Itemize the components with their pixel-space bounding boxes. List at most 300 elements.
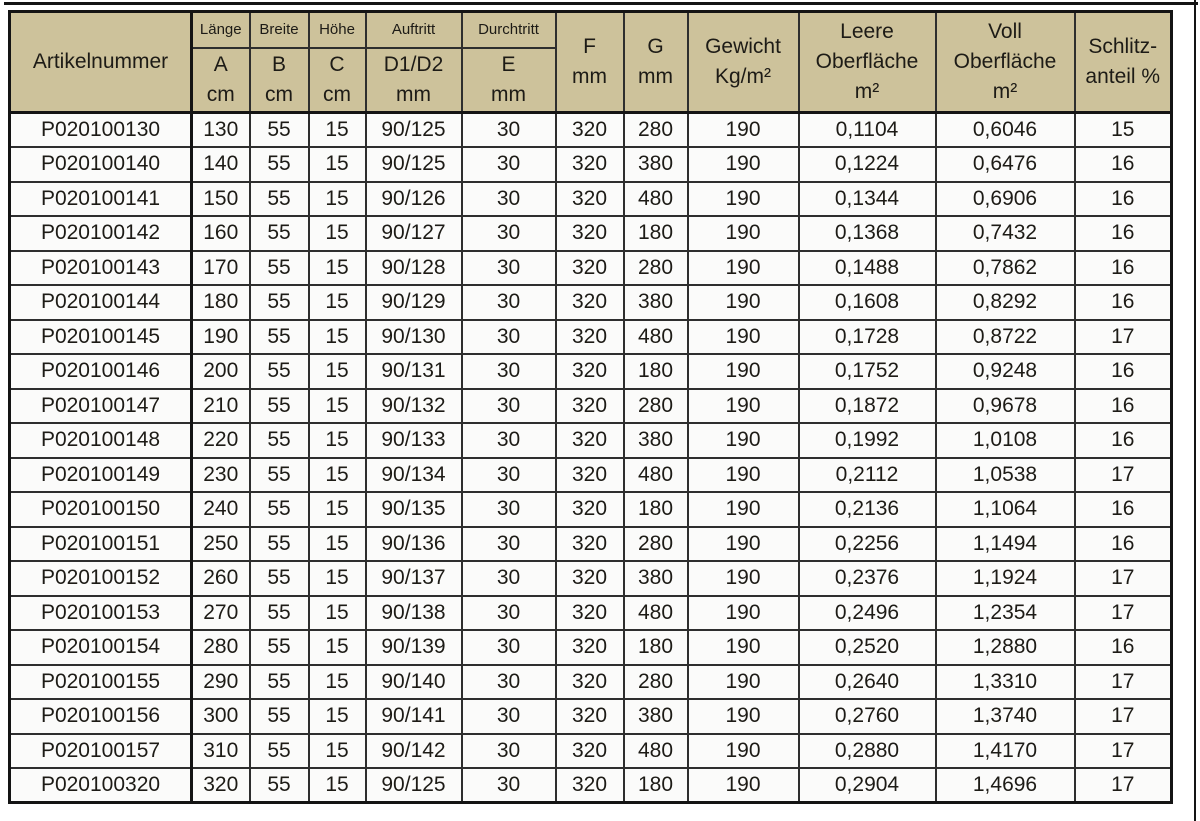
cell: P020100155 <box>10 665 192 700</box>
cell: 140 <box>192 147 250 182</box>
cell: 1,1924 <box>936 561 1075 596</box>
cell: 190 <box>688 354 799 389</box>
cell: 190 <box>688 734 799 769</box>
cell: 1,4696 <box>936 768 1075 803</box>
cell: 0,1752 <box>799 354 936 389</box>
cell: 320 <box>556 458 624 493</box>
cell: P020100144 <box>10 285 192 320</box>
cell: 190 <box>688 596 799 631</box>
cell: 30 <box>462 285 556 320</box>
cell: 320 <box>556 665 624 700</box>
cell: 30 <box>462 665 556 700</box>
cell: 310 <box>192 734 250 769</box>
cell: 380 <box>624 285 688 320</box>
cell: P020100157 <box>10 734 192 769</box>
cell: 280 <box>192 630 250 665</box>
cell: 55 <box>250 216 309 251</box>
cell: 55 <box>250 458 309 493</box>
cell: 17 <box>1075 561 1172 596</box>
cell: 320 <box>556 768 624 803</box>
cell: 90/136 <box>366 527 462 562</box>
cell: 15 <box>309 182 366 217</box>
header-line: m² <box>854 80 880 103</box>
cell: 320 <box>556 216 624 251</box>
cell: 15 <box>1075 113 1172 148</box>
header-group-label: Breite <box>251 13 308 49</box>
cell: 320 <box>556 182 624 217</box>
cell: 90/132 <box>366 389 462 424</box>
cell: 30 <box>462 768 556 803</box>
header-line: F <box>583 35 596 58</box>
header-durchtritt <box>462 12 556 113</box>
table-row <box>10 251 1172 286</box>
cell: 15 <box>309 527 366 562</box>
header-line: Leere <box>840 20 894 43</box>
cell: 17 <box>1075 768 1172 803</box>
cell: 55 <box>250 113 309 148</box>
cell: 55 <box>250 354 309 389</box>
cell: 16 <box>1075 251 1172 286</box>
cell: 0,9248 <box>936 354 1075 389</box>
header-row <box>10 12 1172 113</box>
header-artikelnummer-label: Artikelnummer <box>32 49 169 73</box>
cell: 190 <box>688 527 799 562</box>
cell: 280 <box>624 251 688 286</box>
header-gewicht <box>688 12 799 113</box>
cell: 480 <box>624 182 688 217</box>
cell: 270 <box>192 596 250 631</box>
header-leere-oberflaeche <box>799 12 936 113</box>
cell: 15 <box>309 734 366 769</box>
cell: 0,1104 <box>799 113 936 148</box>
table-header <box>10 12 1172 113</box>
cell: 17 <box>1075 699 1172 734</box>
cell: 150 <box>192 182 250 217</box>
cell: 190 <box>688 216 799 251</box>
cell: P020100143 <box>10 251 192 286</box>
header-symbol: C <box>329 53 345 76</box>
cell: 15 <box>309 216 366 251</box>
header-f <box>556 12 624 113</box>
cell: 55 <box>250 182 309 217</box>
cell: P020100146 <box>10 354 192 389</box>
cell: P020100154 <box>10 630 192 665</box>
cell: 190 <box>688 630 799 665</box>
cell: 17 <box>1075 665 1172 700</box>
cell: 15 <box>309 768 366 803</box>
cell: 15 <box>309 630 366 665</box>
cell: 320 <box>556 113 624 148</box>
cell: 0,2136 <box>799 492 936 527</box>
cell: 30 <box>462 561 556 596</box>
cell: 17 <box>1075 458 1172 493</box>
cell: 90/126 <box>366 182 462 217</box>
table-row <box>10 596 1172 631</box>
cell: 280 <box>624 113 688 148</box>
cell: 15 <box>309 561 366 596</box>
table-row <box>10 320 1172 355</box>
header-group-label: Länge <box>193 13 249 49</box>
cell: 0,2520 <box>799 630 936 665</box>
page-right-rule <box>1194 0 1196 821</box>
cell: 30 <box>462 734 556 769</box>
table-row <box>10 458 1172 493</box>
header-line: anteil % <box>1085 65 1161 88</box>
cell: 1,1064 <box>936 492 1075 527</box>
cell: 55 <box>250 492 309 527</box>
cell: 90/135 <box>366 492 462 527</box>
cell: 15 <box>309 699 366 734</box>
cell: 210 <box>192 389 250 424</box>
header-unit: cm <box>206 83 235 106</box>
table-row <box>10 527 1172 562</box>
cell: 55 <box>250 561 309 596</box>
cell: 0,2376 <box>799 561 936 596</box>
cell: 15 <box>309 492 366 527</box>
cell: 1,3310 <box>936 665 1075 700</box>
cell: 90/138 <box>366 596 462 631</box>
cell: 90/127 <box>366 216 462 251</box>
cell: 190 <box>688 147 799 182</box>
cell: 320 <box>556 251 624 286</box>
cell: 320 <box>556 320 624 355</box>
cell: 0,1608 <box>799 285 936 320</box>
cell: 1,0538 <box>936 458 1075 493</box>
cell: P020100147 <box>10 389 192 424</box>
cell: 30 <box>462 182 556 217</box>
cell: 170 <box>192 251 250 286</box>
cell: 15 <box>309 423 366 458</box>
header-symbol: E <box>501 53 516 76</box>
cell: 320 <box>556 699 624 734</box>
header-voll-oberflaeche <box>936 12 1075 113</box>
cell: 55 <box>250 734 309 769</box>
cell: 16 <box>1075 630 1172 665</box>
cell: 55 <box>250 320 309 355</box>
header-schlitzanteil <box>1075 12 1172 113</box>
cell: 0,2640 <box>799 665 936 700</box>
cell: 0,6476 <box>936 147 1075 182</box>
table-row <box>10 354 1172 389</box>
cell: 380 <box>624 147 688 182</box>
cell: 0,1728 <box>799 320 936 355</box>
cell: 55 <box>250 699 309 734</box>
cell: 0,2880 <box>799 734 936 769</box>
table-row <box>10 389 1172 424</box>
table-row <box>10 113 1172 148</box>
cell: 380 <box>624 699 688 734</box>
cell: 480 <box>624 458 688 493</box>
cell: 16 <box>1075 389 1172 424</box>
cell: 160 <box>192 216 250 251</box>
cell: 55 <box>250 768 309 803</box>
cell: 190 <box>688 768 799 803</box>
cell: P020100151 <box>10 527 192 562</box>
cell: 320 <box>556 596 624 631</box>
cell: 190 <box>688 285 799 320</box>
cell: 0,2496 <box>799 596 936 631</box>
cell: 320 <box>556 630 624 665</box>
cell: 320 <box>556 389 624 424</box>
cell: 30 <box>462 423 556 458</box>
cell: 90/140 <box>366 665 462 700</box>
product-spec-table <box>8 10 1173 804</box>
cell: 90/133 <box>366 423 462 458</box>
cell: P020100142 <box>10 216 192 251</box>
cell: 190 <box>688 492 799 527</box>
cell: 320 <box>556 147 624 182</box>
cell: P020100153 <box>10 596 192 631</box>
cell: 190 <box>192 320 250 355</box>
cell: 480 <box>624 320 688 355</box>
cell: 16 <box>1075 182 1172 217</box>
cell: 90/131 <box>366 354 462 389</box>
cell: 230 <box>192 458 250 493</box>
cell: 1,2880 <box>936 630 1075 665</box>
header-unit: mm <box>396 83 431 106</box>
cell: 0,1344 <box>799 182 936 217</box>
cell: 250 <box>192 527 250 562</box>
cell: 90/125 <box>366 113 462 148</box>
cell: 190 <box>688 458 799 493</box>
cell: 480 <box>624 596 688 631</box>
header-auftritt <box>366 12 462 113</box>
cell: 17 <box>1075 734 1172 769</box>
cell: 30 <box>462 354 556 389</box>
header-breite <box>250 12 309 113</box>
table-row <box>10 147 1172 182</box>
cell: 200 <box>192 354 250 389</box>
cell: 55 <box>250 527 309 562</box>
cell: 30 <box>462 320 556 355</box>
cell: 55 <box>250 147 309 182</box>
header-line: Oberfläche <box>815 50 919 73</box>
cell: 16 <box>1075 147 1172 182</box>
cell: 15 <box>309 458 366 493</box>
cell: 190 <box>688 699 799 734</box>
table-row <box>10 492 1172 527</box>
cell: 0,6046 <box>936 113 1075 148</box>
header-line: Schlitz- <box>1088 35 1158 58</box>
cell: 380 <box>624 561 688 596</box>
cell: 0,8722 <box>936 320 1075 355</box>
table-row <box>10 665 1172 700</box>
cell: P020100148 <box>10 423 192 458</box>
cell: 320 <box>556 561 624 596</box>
cell: P020100140 <box>10 147 192 182</box>
cell: 16 <box>1075 354 1172 389</box>
cell: 30 <box>462 389 556 424</box>
header-line: m² <box>992 80 1018 103</box>
cell: 220 <box>192 423 250 458</box>
cell: 15 <box>309 320 366 355</box>
cell: 0,2760 <box>799 699 936 734</box>
cell: P020100141 <box>10 182 192 217</box>
cell: 90/141 <box>366 699 462 734</box>
cell: 16 <box>1075 423 1172 458</box>
cell: 90/130 <box>366 320 462 355</box>
cell: 16 <box>1075 216 1172 251</box>
cell: 1,4170 <box>936 734 1075 769</box>
cell: 300 <box>192 699 250 734</box>
cell: 1,1494 <box>936 527 1075 562</box>
cell: 55 <box>250 251 309 286</box>
cell: 280 <box>624 389 688 424</box>
cell: 55 <box>250 630 309 665</box>
cell: 190 <box>688 389 799 424</box>
cell: 55 <box>250 665 309 700</box>
cell: 30 <box>462 147 556 182</box>
cell: 30 <box>462 251 556 286</box>
cell: 90/142 <box>366 734 462 769</box>
header-symbol: D1/D2 <box>383 53 444 76</box>
cell: 90/137 <box>366 561 462 596</box>
table-row <box>10 182 1172 217</box>
cell: 15 <box>309 665 366 700</box>
header-line: Gewicht <box>705 35 781 58</box>
cell: 15 <box>309 354 366 389</box>
cell: 0,6906 <box>936 182 1075 217</box>
cell: 15 <box>309 285 366 320</box>
cell: 0,1488 <box>799 251 936 286</box>
cell: 90/139 <box>366 630 462 665</box>
cell: 180 <box>624 630 688 665</box>
cell: 190 <box>688 251 799 286</box>
cell: 0,7862 <box>936 251 1075 286</box>
cell: 15 <box>309 147 366 182</box>
cell: 1,0108 <box>936 423 1075 458</box>
header-unit: cm <box>265 83 293 106</box>
cell: 190 <box>688 113 799 148</box>
cell: 190 <box>688 182 799 217</box>
cell: 55 <box>250 389 309 424</box>
cell: 90/129 <box>366 285 462 320</box>
header-line: mm <box>638 65 673 88</box>
cell: 0,9678 <box>936 389 1075 424</box>
cell: 30 <box>462 596 556 631</box>
table-row <box>10 768 1172 803</box>
cell: 16 <box>1075 285 1172 320</box>
cell: 0,2256 <box>799 527 936 562</box>
cell: 320 <box>556 527 624 562</box>
header-symbol: B <box>271 53 286 76</box>
cell: 1,2354 <box>936 596 1075 631</box>
cell: 0,1224 <box>799 147 936 182</box>
table-row <box>10 630 1172 665</box>
cell: 180 <box>624 492 688 527</box>
table-row <box>10 561 1172 596</box>
cell: P020100149 <box>10 458 192 493</box>
cell: 15 <box>309 113 366 148</box>
cell: 30 <box>462 527 556 562</box>
page-top-rule <box>4 2 1198 5</box>
cell: 15 <box>309 251 366 286</box>
cell: 280 <box>624 665 688 700</box>
cell: 16 <box>1075 527 1172 562</box>
cell: 30 <box>462 216 556 251</box>
cell: 30 <box>462 458 556 493</box>
cell: 17 <box>1075 320 1172 355</box>
cell: P020100156 <box>10 699 192 734</box>
cell: 90/134 <box>366 458 462 493</box>
cell: 290 <box>192 665 250 700</box>
cell: 1,3740 <box>936 699 1075 734</box>
cell: 90/125 <box>366 768 462 803</box>
cell: P020100145 <box>10 320 192 355</box>
cell: 240 <box>192 492 250 527</box>
table-row <box>10 216 1172 251</box>
table-body <box>10 113 1172 803</box>
header-group-label: Durchtritt <box>463 13 555 49</box>
cell: 30 <box>462 113 556 148</box>
header-unit: cm <box>323 83 351 106</box>
cell: 0,2904 <box>799 768 936 803</box>
table-row <box>10 285 1172 320</box>
cell: 15 <box>309 596 366 631</box>
cell: 320 <box>556 285 624 320</box>
header-line: G <box>647 35 664 58</box>
cell: 130 <box>192 113 250 148</box>
cell: P020100150 <box>10 492 192 527</box>
cell: 280 <box>624 527 688 562</box>
header-unit: mm <box>491 83 526 106</box>
cell: 30 <box>462 492 556 527</box>
cell: 0,7432 <box>936 216 1075 251</box>
cell: 0,1992 <box>799 423 936 458</box>
header-laenge <box>192 12 250 113</box>
table-row <box>10 423 1172 458</box>
cell: 55 <box>250 423 309 458</box>
cell: 320 <box>556 734 624 769</box>
cell: 55 <box>250 596 309 631</box>
cell: 180 <box>624 216 688 251</box>
cell: 480 <box>624 734 688 769</box>
cell: 180 <box>624 354 688 389</box>
table-row <box>10 734 1172 769</box>
cell: P020100320 <box>10 768 192 803</box>
cell: P020100152 <box>10 561 192 596</box>
cell: 190 <box>688 665 799 700</box>
cell: 380 <box>624 423 688 458</box>
cell: 260 <box>192 561 250 596</box>
cell: 15 <box>309 389 366 424</box>
header-line: Oberfläche <box>953 50 1057 73</box>
cell: 16 <box>1075 492 1172 527</box>
header-line: Voll <box>988 20 1022 43</box>
header-group-label: Auftritt <box>367 13 461 49</box>
table-row <box>10 699 1172 734</box>
cell: 320 <box>556 492 624 527</box>
cell: 180 <box>624 768 688 803</box>
header-symbol: A <box>213 53 228 76</box>
cell: 320 <box>192 768 250 803</box>
cell: 30 <box>462 699 556 734</box>
cell: 0,1872 <box>799 389 936 424</box>
cell: 180 <box>192 285 250 320</box>
cell: 190 <box>688 320 799 355</box>
header-g <box>624 12 688 113</box>
cell: 320 <box>556 423 624 458</box>
cell: 90/128 <box>366 251 462 286</box>
header-artikelnummer <box>10 12 192 113</box>
cell: 190 <box>688 423 799 458</box>
cell: 320 <box>556 354 624 389</box>
header-group-label: Höhe <box>310 13 365 49</box>
cell: 17 <box>1075 596 1172 631</box>
cell: 30 <box>462 630 556 665</box>
cell: 190 <box>688 561 799 596</box>
header-line: Kg/m² <box>714 65 771 88</box>
